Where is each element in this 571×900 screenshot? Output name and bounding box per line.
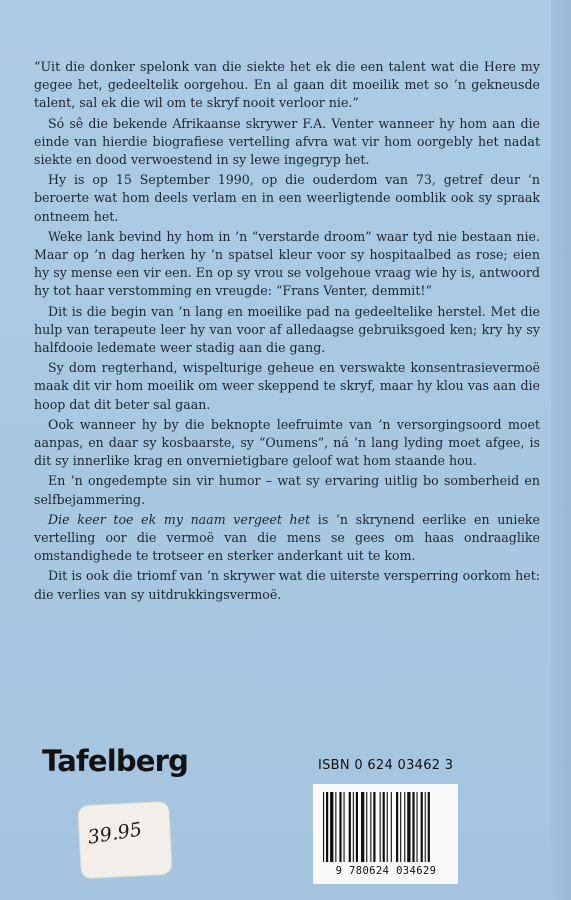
barcode-bar: [361, 792, 364, 862]
barcode-bar: [404, 792, 405, 862]
blurb-paragraph: Hy is op 15 September 1990, op die ouderdom van 73, getref deur ’n beroerte wat hom deels verlam en in een weerligtende oomblik ook sy spraak ontneem het.: [34, 172, 540, 224]
barcode-bar: [396, 792, 398, 862]
barcode-bar: [400, 792, 401, 862]
blurb-paragraph: Dit is die begin van ’n lang en moeilike pad na gedeeltelike herstel. Met die hulp van terapeute leer hy van voor af alledaagse gebruiksgoed ken; kry hy sy halfdooie ledemate weer stadig aan die gang.: [34, 303, 540, 356]
barcode-bar: [425, 792, 426, 862]
blurb-paragraph: [34, 511, 540, 566]
barcode-bar: [412, 792, 414, 862]
blurb-paragraph-rest: is ’n skrynend eerlike en unieke vertelling oor die vermoë van die mens se gees om haas ondraaglike omstandighede te trotseer en sterker anderkant uit te kom.: [34, 511, 540, 564]
cover-edge: [551, 0, 571, 900]
isbn-label: ISBN 0 624 03462 3: [318, 758, 454, 773]
barcode-bar: [349, 792, 351, 862]
barcode-bar: [366, 792, 367, 862]
blurb-paragraph: Ook wanneer hy by die beknopte leefruimte van ’n versorgingsoord moet aanpas, en daar sy kosbaarste, sy “Oumens”, ná ’n lang lyding moet afgee, is dit sy innerlike krag en onvernietigbare geloof wat hom staande hou.: [34, 416, 540, 469]
blurb-paragraph: Só sê die bekende Afrikaanse skrywer F.A. Venter wanneer hy hom aan die einde van hierdie biografiese vertelling afvra wat vir hom oorgebly het nadat siekte en dood verwoestend in sy lewe ingegryp het.: [34, 115, 540, 168]
barcode-bar: [417, 792, 418, 862]
barcode: [313, 784, 458, 884]
handwritten-price: 39.95: [86, 818, 144, 849]
barcode-bar: [356, 792, 358, 862]
barcode-bar: [387, 792, 388, 862]
barcode-bar: [335, 792, 336, 862]
blurb-paragraph: En ’n ongedempte sin vir humor – wat sy ervaring uitlig bo somberheid en selfbejammering.: [34, 473, 540, 507]
barcode-bar: [370, 792, 371, 862]
price-sticker: [78, 802, 172, 879]
barcode-bar: [353, 792, 354, 862]
barcode-bar: [421, 792, 423, 862]
blurb-paragraph: Weke lank bevind hy hom in ’n “verstarde droom” waar tyd nie bestaan nie. Maar op ’n dag herken hy ’n spatsel kleur voor sy hospitaalbed as rose; eien hy sy mense een vir een. En op sy vrou se volgehoue vraag wie hy is, antwoord hy tot haar verstomming en vreugde: “Frans Venter, demmit!”: [34, 228, 540, 299]
blurb-paragraph: “Uit die donker spelonk van die siekte het ek die een talent wat die Here my gegee het, gedeeltelik oorgehou. En al gaan dit moeilik met so ’n gekneusde talent, sal ek die wil om te skryf nooit verloor nie.”: [34, 59, 540, 111]
barcode-bar: [339, 792, 341, 862]
barcode-bars: [323, 792, 448, 862]
barcode-bar: [323, 792, 324, 862]
barcode-bar: [373, 792, 375, 862]
book-title: Die keer toe ek my naam vergeet het: [48, 511, 311, 527]
barcode-bar: [383, 792, 385, 862]
barcode-bar: [407, 792, 410, 862]
barcode-bar: [344, 792, 345, 862]
barcode-number: 9 780624 034629: [335, 865, 437, 877]
blurb-text: [34, 58, 540, 606]
barcode-bar: [391, 792, 392, 862]
blurb-paragraph: Dit is ook die triomf van ’n skrywer wat die uiterste versperring oorkom het: die verlies van sy uitdrukkingsvermoë.: [34, 568, 540, 602]
barcode-bar: [326, 792, 328, 862]
barcode-bar: [330, 792, 333, 862]
barcode-bar: [428, 792, 430, 862]
publisher-logo: Tafelberg: [42, 744, 189, 778]
barcode-bar: [380, 792, 381, 862]
blurb-paragraph: Sy dom regterhand, wispelturige geheue en verswakte konsentrasievermoë maak dit vir hom moeilik om weer skeppend te skryf, maar hy klou vas aan die hoop dat dit beter sal gaan.: [34, 360, 540, 412]
